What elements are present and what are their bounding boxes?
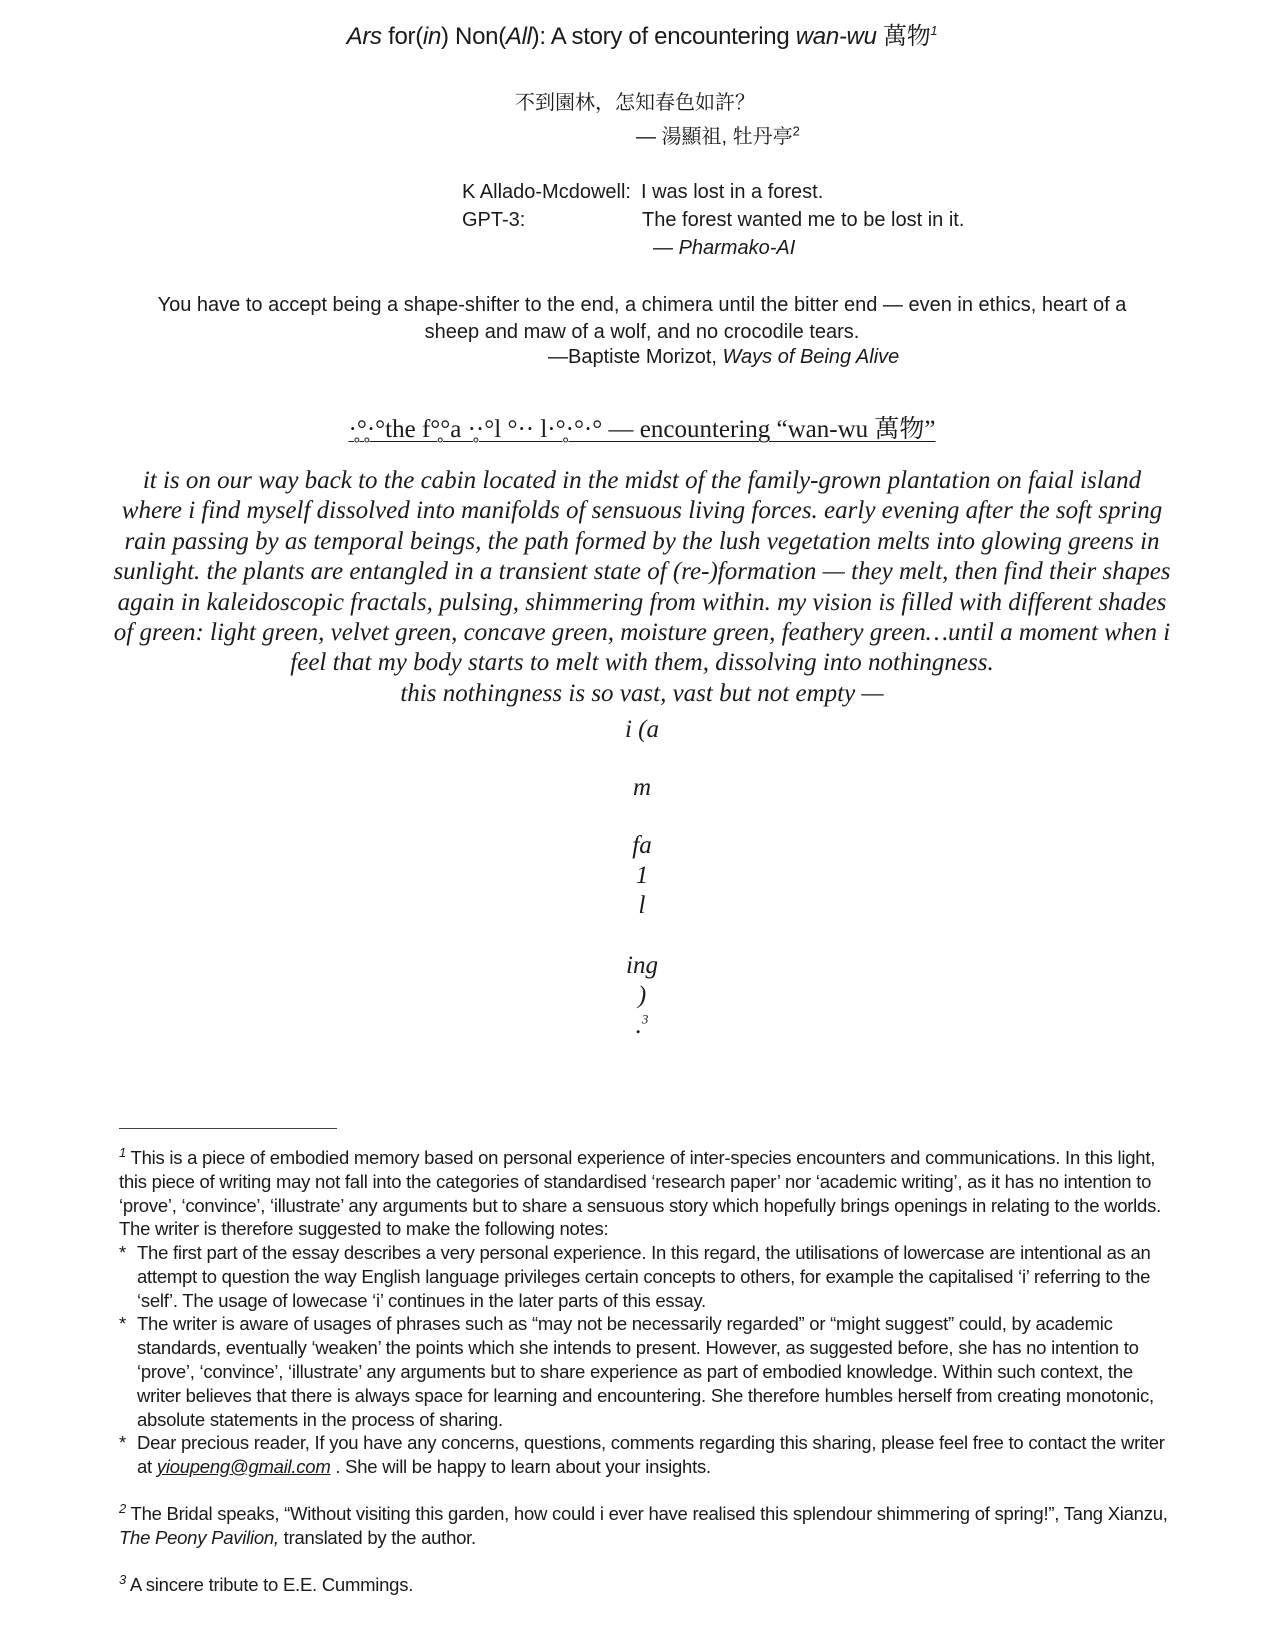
epigraph-quote-attribution bbox=[548, 346, 899, 369]
email-link[interactable]: yioupeng@gmail.com bbox=[156, 1456, 331, 1478]
title-part: All bbox=[505, 23, 532, 50]
note-text: Dear precious reader, If you have any concerns, questions, comments regarding this sharing, please feel free to contact the writer at bbox=[137, 1432, 1165, 1478]
footnote-note-item: * The writer is aware of usages of phrases such as “may not be necessarily regarded” or “might suggest” could, by academic standards, eventually ‘weaken’ the points which she intends to present. However, as suggested before, she has no intention to ‘prove’, ‘convince’, ‘illustrate’ any arguments but to share experience as part of embodied knowledge. Within such context, the writer believes that there is always space for learning and encountering. She therefore humbles herself from creating monotonic, absolute statements in the process of sharing. bbox=[119, 1312, 1169, 1431]
vertical-fragment: ) bbox=[637, 982, 647, 1009]
epigraph-chinese-line: 不到園林，怎知春色如許？ bbox=[515, 92, 755, 114]
attribution-prefix: — bbox=[653, 237, 679, 259]
vertical-fragment: m bbox=[632, 774, 652, 801]
footnote-ref-3: 3 bbox=[641, 1011, 649, 1027]
title-part: 萬物 bbox=[876, 23, 931, 50]
footnote-2 bbox=[119, 1502, 1169, 1550]
dialogue-attribution bbox=[653, 237, 795, 260]
dialogue-text-1: I was lost in a forest. bbox=[641, 181, 824, 203]
section-heading: ·̥°̥·°the f°̥°a ·̥·°l °·· l·°̥·°·° — encountering “wan-wu 萬物” bbox=[348, 416, 936, 443]
footnote-mark: 1 bbox=[119, 1144, 126, 1160]
body-continuation: this nothingness is so vast, vast but not empty — bbox=[400, 679, 884, 707]
vertical-fragment: i (a bbox=[624, 716, 660, 743]
footnote-text: translated by the author. bbox=[278, 1526, 476, 1548]
footnote-note-item: * The first part of the essay describes a very personal experience. In this regard, the utilisations of lowercase are intentional as an attempt to question the way English language privileges certain concepts to others, for example the capitalised ‘i’ referring to the ‘self’. The usage of lowecase ‘i’ continues in the later parts of this essay. bbox=[119, 1241, 1169, 1312]
dialogue-speaker-1: K Allado-Mcdowell: bbox=[462, 181, 631, 203]
epigraph-quote: You have to accept being a shape-shifter to the end, a chimera until the bitter end — even in ethics, heart of a sheep and maw of a wolf, and no crocodile tears. bbox=[157, 294, 1127, 343]
attribution-work: Pharmako-AI bbox=[678, 237, 796, 259]
footnote-text: A sincere tribute to E.E. Cummings. bbox=[125, 1574, 414, 1595]
title-part: ) Non( bbox=[441, 23, 506, 50]
footnote-work-title: The Peony Pavilion, bbox=[119, 1526, 279, 1548]
title-part: ): A story of encountering bbox=[531, 23, 796, 50]
body-text: it is on our way back to the cabin located in the midst of the family-grown plantation on faial island where i find myself dissolved into manifolds of sensuous living forces. early evening after the soft spring rain passing by as temporal beings, the path formed by the lush vegetation melts into glowing greens in sunlight. the plants are entangled in a transient state of (re-)formation — they melt, then find their shapes again in kaleidoscopic fractals, pulsing, shimmering from within. my vision is filled with different shades of green: light green, velvet green, concave green, moisture green, feathery green…until a moment when i feel that my body starts to melt with them, dissolving into nothingness. bbox=[113, 467, 1171, 677]
title-part: Ars bbox=[346, 23, 382, 50]
footnote-3 bbox=[119, 1573, 1169, 1597]
dialogue-text-2: The forest wanted me to be lost in it. bbox=[642, 209, 965, 231]
footnote-text: This is a piece of embodied memory based on personal experience of inter-species encounters and communications. In this light, this piece of writing may not fall into the categories of standardised ‘research paper’ nor ‘academic writing’, as it has no intention to ‘prove’, ‘convince’, ‘illustrate’ any arguments but to share a sensuous story which hopefully brings openings in relating to the worlds. The writer is therefore suggested to make the following notes: bbox=[119, 1147, 1161, 1240]
vertical-fragment: ing bbox=[626, 952, 658, 979]
page-title bbox=[0, 16, 1284, 51]
footnote-mark: 2 bbox=[119, 1500, 126, 1516]
fragment-text: . bbox=[635, 1012, 642, 1039]
footnote-text: The Bridal speaks, “Without visiting this garden, how could i ever have realised this splendour shimmering of spring!”, Tang Xianzu, bbox=[125, 1503, 1168, 1524]
title-part: wan-wu bbox=[795, 23, 877, 50]
footnote-ref-2: 2 bbox=[792, 123, 800, 139]
vertical-fragment: 1 bbox=[635, 862, 649, 889]
vertical-fragment: l bbox=[638, 892, 646, 919]
footnote-mark: 3 bbox=[119, 1571, 126, 1587]
title-part: for( bbox=[381, 23, 423, 50]
footnote-note-item bbox=[119, 1431, 1169, 1479]
note-text: . She will be happy to learn about your insights. bbox=[330, 1456, 711, 1478]
footnote-divider bbox=[119, 1128, 337, 1129]
attribution-prefix: —Baptiste Morizot, bbox=[548, 346, 723, 368]
vertical-fragment: fa bbox=[632, 832, 652, 859]
vertical-fragment-last bbox=[0, 1012, 1284, 1040]
epigraph-attribution-text: — 湯顯祖, 牡丹亭 bbox=[636, 126, 793, 148]
footnote-ref-1: 1 bbox=[930, 23, 938, 38]
title-part: in bbox=[422, 23, 441, 50]
epigraph-chinese-attribution bbox=[636, 120, 800, 149]
footnote-1 bbox=[119, 1146, 1169, 1241]
dialogue-speaker-2: GPT-3: bbox=[462, 209, 526, 231]
footnote-1-notes bbox=[119, 1241, 1169, 1479]
body-paragraph bbox=[110, 466, 1174, 709]
attribution-work: Ways of Being Alive bbox=[722, 346, 900, 368]
